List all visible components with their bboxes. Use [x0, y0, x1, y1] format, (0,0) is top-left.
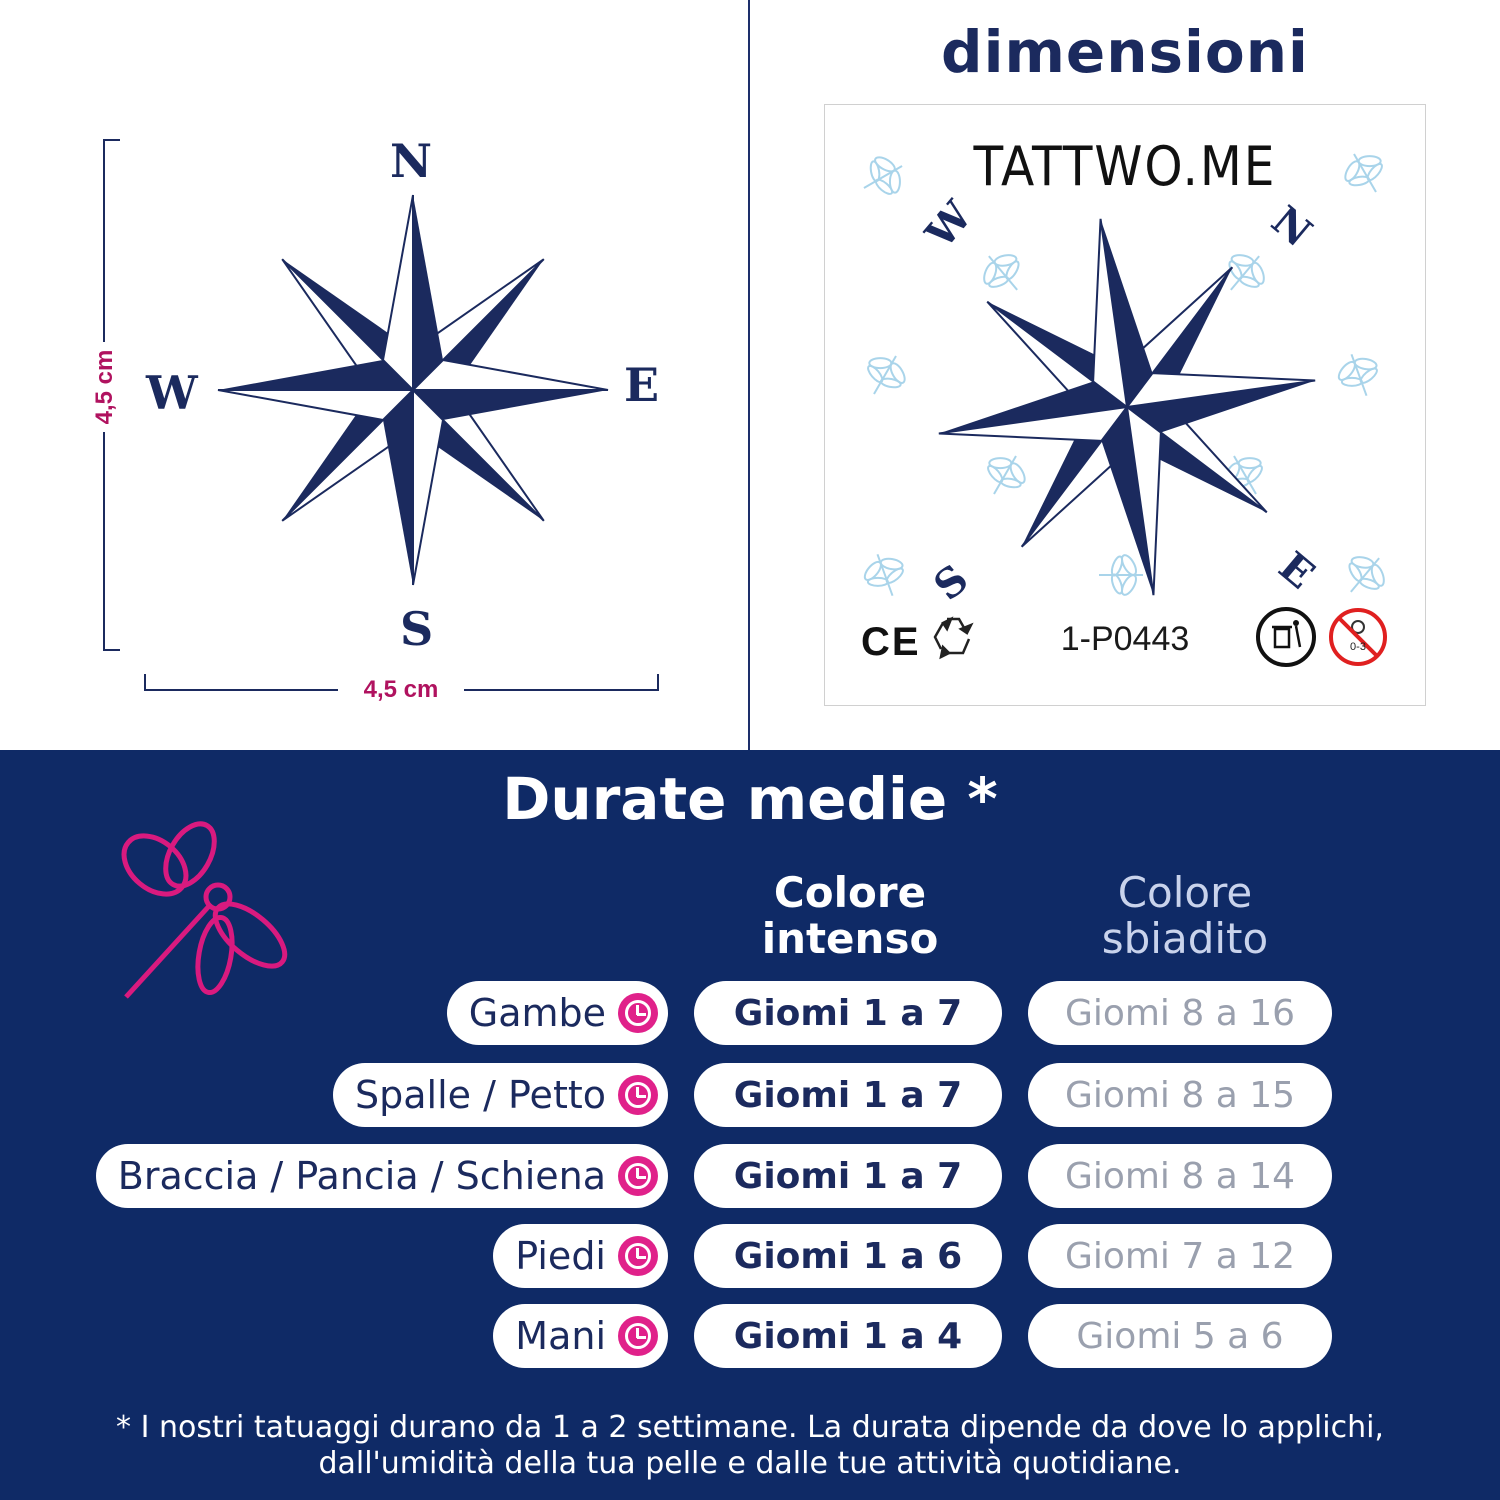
footnote: * I nostri tatuaggi durano da 1 a 2 settimane. La durata dipende da dove lo applichi, dall'umidità della tua pelle e dalle tue attività quotidiane. — [116, 1410, 1384, 1481]
clock-icon — [618, 993, 658, 1033]
body-area-label: Piedi — [515, 1234, 606, 1278]
clock-icon — [618, 1316, 658, 1356]
intense-duration-pill — [694, 1304, 1002, 1368]
body-area-label: Gambe — [468, 991, 606, 1035]
sheet-west-label: W — [916, 192, 982, 257]
faded-duration-pill — [1028, 981, 1332, 1045]
no-children-icon — [1331, 610, 1385, 664]
column-header-intense: Colore intenso — [761, 868, 939, 963]
dimensions-title: dimensioni — [941, 18, 1309, 86]
compass-west-label: W — [146, 366, 198, 420]
age-warning-label: 0-3 — [1350, 641, 1366, 653]
trash-bin-icon — [1258, 609, 1314, 665]
faded-duration-value: Giomi 5 a 6 — [1076, 1315, 1284, 1357]
dragonfly-icon — [110, 805, 310, 1015]
height-dimension-label: 4,5 cm — [90, 342, 120, 432]
clock-icon — [618, 1156, 658, 1196]
body-area-pill — [493, 1224, 668, 1288]
tattoo-sheet — [824, 104, 1426, 706]
faded-duration-pill — [1028, 1144, 1332, 1208]
faded-duration-value: Giomi 7 a 12 — [1064, 1235, 1296, 1277]
body-area-pill — [493, 1304, 668, 1368]
compass-east-label: E — [624, 358, 660, 412]
ce-mark: CE — [861, 620, 921, 664]
durations-title: Durate medie * — [502, 765, 998, 833]
compass-north-label: N — [390, 134, 433, 188]
clock-icon — [618, 1075, 658, 1115]
intense-duration-value: Giomi 1 a 7 — [733, 1074, 963, 1116]
sheet-north-label: N — [1262, 196, 1321, 257]
body-area-label: Mani — [515, 1314, 606, 1358]
intense-duration-value: Giomi 1 a 7 — [733, 992, 963, 1034]
compass-south-label: S — [400, 602, 434, 656]
intense-duration-value: Giomi 1 a 4 — [733, 1315, 963, 1357]
intense-duration-pill — [694, 1144, 1002, 1208]
column-header-faded: Colore sbiadito — [1101, 868, 1269, 963]
intense-duration-value: Giomi 1 a 7 — [733, 1155, 963, 1197]
body-area-pill — [333, 1063, 668, 1127]
brand-logo: TATTWO.ME — [973, 135, 1277, 198]
faded-duration-pill — [1028, 1304, 1332, 1368]
vertical-divider — [748, 0, 750, 750]
intense-duration-pill — [694, 981, 1002, 1045]
product-code: 1-P0443 — [1060, 620, 1190, 658]
body-area-label: Braccia / Pancia / Schiena — [117, 1154, 606, 1198]
recycle-icon — [935, 619, 971, 657]
faded-duration-pill — [1028, 1063, 1332, 1127]
sheet-east-label: E — [1269, 542, 1324, 599]
body-area-label: Spalle / Petto — [355, 1073, 606, 1117]
intense-duration-pill — [694, 1063, 1002, 1127]
sheet-south-label: S — [924, 555, 978, 610]
faded-duration-value: Giomi 8 a 15 — [1064, 1074, 1296, 1116]
intense-duration-pill — [694, 1224, 1002, 1288]
faded-duration-value: Giomi 8 a 14 — [1064, 1155, 1296, 1197]
compass-rose-icon — [151, 128, 674, 656]
faded-duration-value: Giomi 8 a 16 — [1064, 992, 1296, 1034]
intense-duration-value: Giomi 1 a 6 — [733, 1235, 963, 1277]
body-area-pill — [447, 981, 668, 1045]
body-area-pill — [96, 1144, 668, 1208]
faded-duration-pill — [1028, 1224, 1332, 1288]
clock-icon — [618, 1236, 658, 1276]
width-dimension-label: 4,5 cm — [338, 675, 464, 705]
